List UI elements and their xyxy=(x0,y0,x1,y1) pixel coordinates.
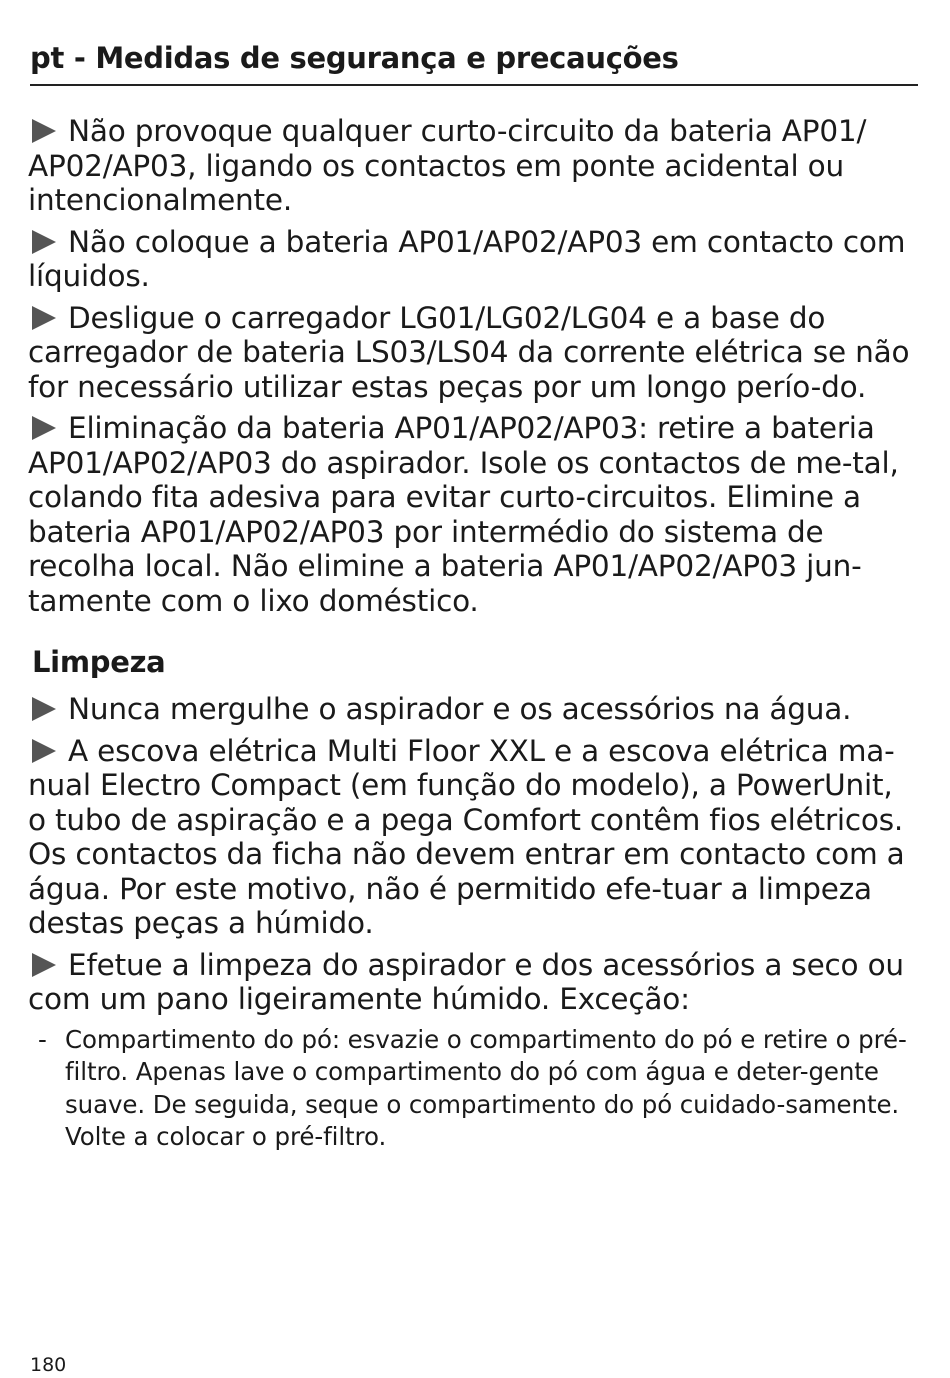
arrow-right-icon xyxy=(32,119,56,143)
instruction-text: Nunca mergulhe o aspirador e os acessórios na água. xyxy=(68,692,852,726)
arrow-right-icon xyxy=(32,306,56,330)
instruction-paragraph xyxy=(28,301,918,405)
instruction-paragraph xyxy=(28,225,918,294)
page-header xyxy=(30,38,918,86)
instruction-text: A escova elétrica Multi Floor XXL e a escova elétrica ma-nual Electro Compact (em função do modelo), a PowerUnit, o tubo de aspiração e a pega Comfort contêm fios elétricos. Os contactos da ficha não devem entrar em contacto com a água. Por este motivo, não é permitido efe-tuar a limpeza destas peças a húmido. xyxy=(28,733,905,940)
arrow-right-icon xyxy=(32,739,56,763)
instruction-text: Desligue o carregador LG01/LG02/LG04 e a base do carregador de bateria LS03/LS04 da corrente elétrica se não for necessário utilizar estas peças por um longo perío-do. xyxy=(28,300,910,404)
instruction-paragraph xyxy=(28,114,918,218)
arrow-right-icon xyxy=(32,697,56,721)
arrow-right-icon xyxy=(32,953,56,977)
instruction-text: Não provoque qualquer curto-circuito da bateria AP01/ AP02/AP03, ligando os contactos em ponte acidental ou intencionalmente. xyxy=(28,114,867,217)
arrow-right-icon xyxy=(32,416,56,440)
instruction-paragraph xyxy=(28,411,918,618)
page-title: pt - Medidas de segurança e precauções xyxy=(30,41,679,75)
instruction-text: Efetue a limpeza do aspirador e dos acessórios a seco ou com um pano ligeiramente húmido. Exceção: xyxy=(28,947,904,1016)
section-heading: Limpeza xyxy=(32,645,166,679)
instruction-text: Eliminação da bateria AP01/AP02/AP03: retire a bateria AP01/AP02/AP03 do aspirador. Isole os contactos de me-tal, colando fita adesiva para evitar curto-circuitos. Elimine a bateria AP01/AP02/AP03 por intermédio do sistema de recolha local. Não elimine a bateria AP01/AP02/AP03 jun-tamente com o lixo doméstico. xyxy=(28,411,899,618)
list-item-text: Compartimento do pó: esvazie o compartimento do pó e retire o pré-filtro. Apenas lave o compartimento do pó com água e deter-gente suave. De seguida, seque o compartimento do pó cuidado-samente. Volte a colocar o pré-filtro. xyxy=(65,1024,907,1151)
document-body xyxy=(28,114,918,1154)
list-item xyxy=(28,1024,918,1154)
instruction-paragraph xyxy=(28,948,918,1017)
instruction-paragraph xyxy=(28,734,918,941)
dash-marker: - xyxy=(38,1024,47,1054)
instruction-paragraph xyxy=(28,692,918,727)
arrow-right-icon xyxy=(32,230,56,254)
page-number: 180 xyxy=(30,1354,67,1376)
instruction-text: Não coloque a bateria AP01/AP02/AP03 em contacto com líquidos. xyxy=(28,224,906,293)
